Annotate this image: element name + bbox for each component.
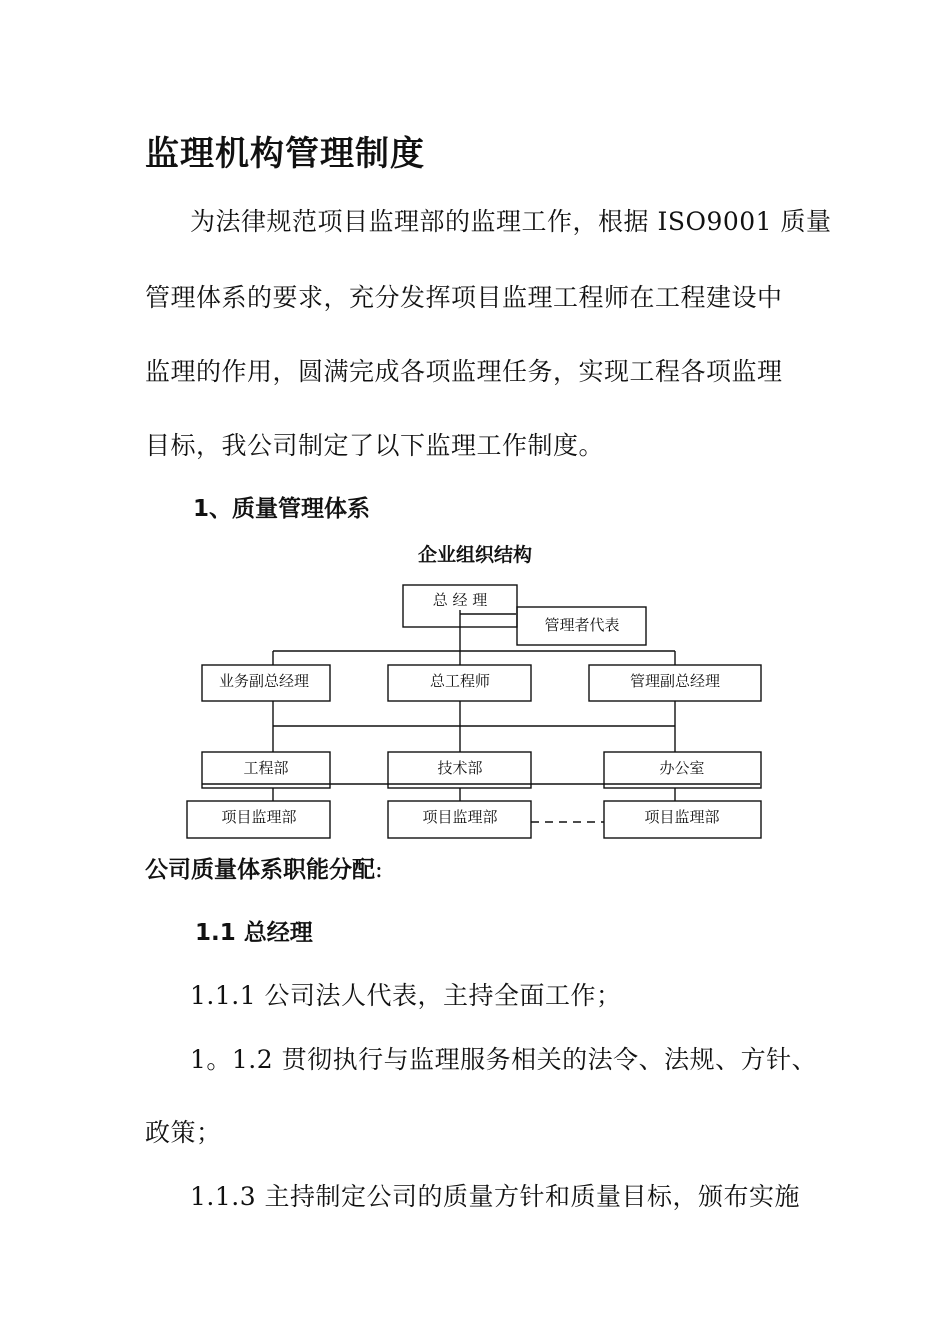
clause-line: 1.1.1 公司法人代表，主持全面工作； <box>190 981 622 1010</box>
node-office: 办公室 <box>659 759 705 777</box>
intro-line: 为法律规范项目监理部的监理工作，根据 ISO9001 质量 <box>190 207 832 236</box>
function-heading <box>145 851 383 884</box>
node-biz-vp: 业务副总经理 <box>218 672 310 690</box>
page-title: 监理机构管理制度 <box>145 134 425 174</box>
node-chief-engineer: 总工程师 <box>429 672 491 690</box>
node-engineering-dept: 工程部 <box>243 759 289 777</box>
node-project-dept: 项目监理部 <box>221 808 297 826</box>
intro-line: 目标，我公司制定了以下监理工作制度。 <box>145 431 605 460</box>
intro-line: 监理的作用，圆满完成各项监理任务，实现工程各项监理 <box>145 357 783 386</box>
function-heading-colon: : <box>375 857 383 883</box>
clause-line: 政策； <box>145 1118 222 1147</box>
function-heading-text: 公司质量体系职能分配 <box>145 857 375 883</box>
subsection-heading: 1.1 总经理 <box>195 920 313 946</box>
node-project-dept: 项目监理部 <box>422 808 498 826</box>
node-mgmt-rep: 管理者代表 <box>544 616 620 634</box>
node-gm: 总 经 理 <box>432 591 488 609</box>
org-chart-title: 企业组织结构 <box>417 544 532 566</box>
node-tech-dept: 技术部 <box>437 759 483 777</box>
section-heading: 1、质量管理体系 <box>193 496 371 522</box>
clause-line: 1.1.3 主持制定公司的质量方针和质量目标，颁布实施 <box>190 1182 801 1211</box>
intro-line: 管理体系的要求，充分发挥项目监理工程师在工程建设中 <box>145 283 783 312</box>
clause-line: 1。1.2 贯彻执行与监理服务相关的法令、法规、方针、 <box>190 1045 818 1074</box>
node-admin-vp: 管理副总经理 <box>629 672 721 690</box>
node-project-dept: 项目监理部 <box>644 808 720 826</box>
